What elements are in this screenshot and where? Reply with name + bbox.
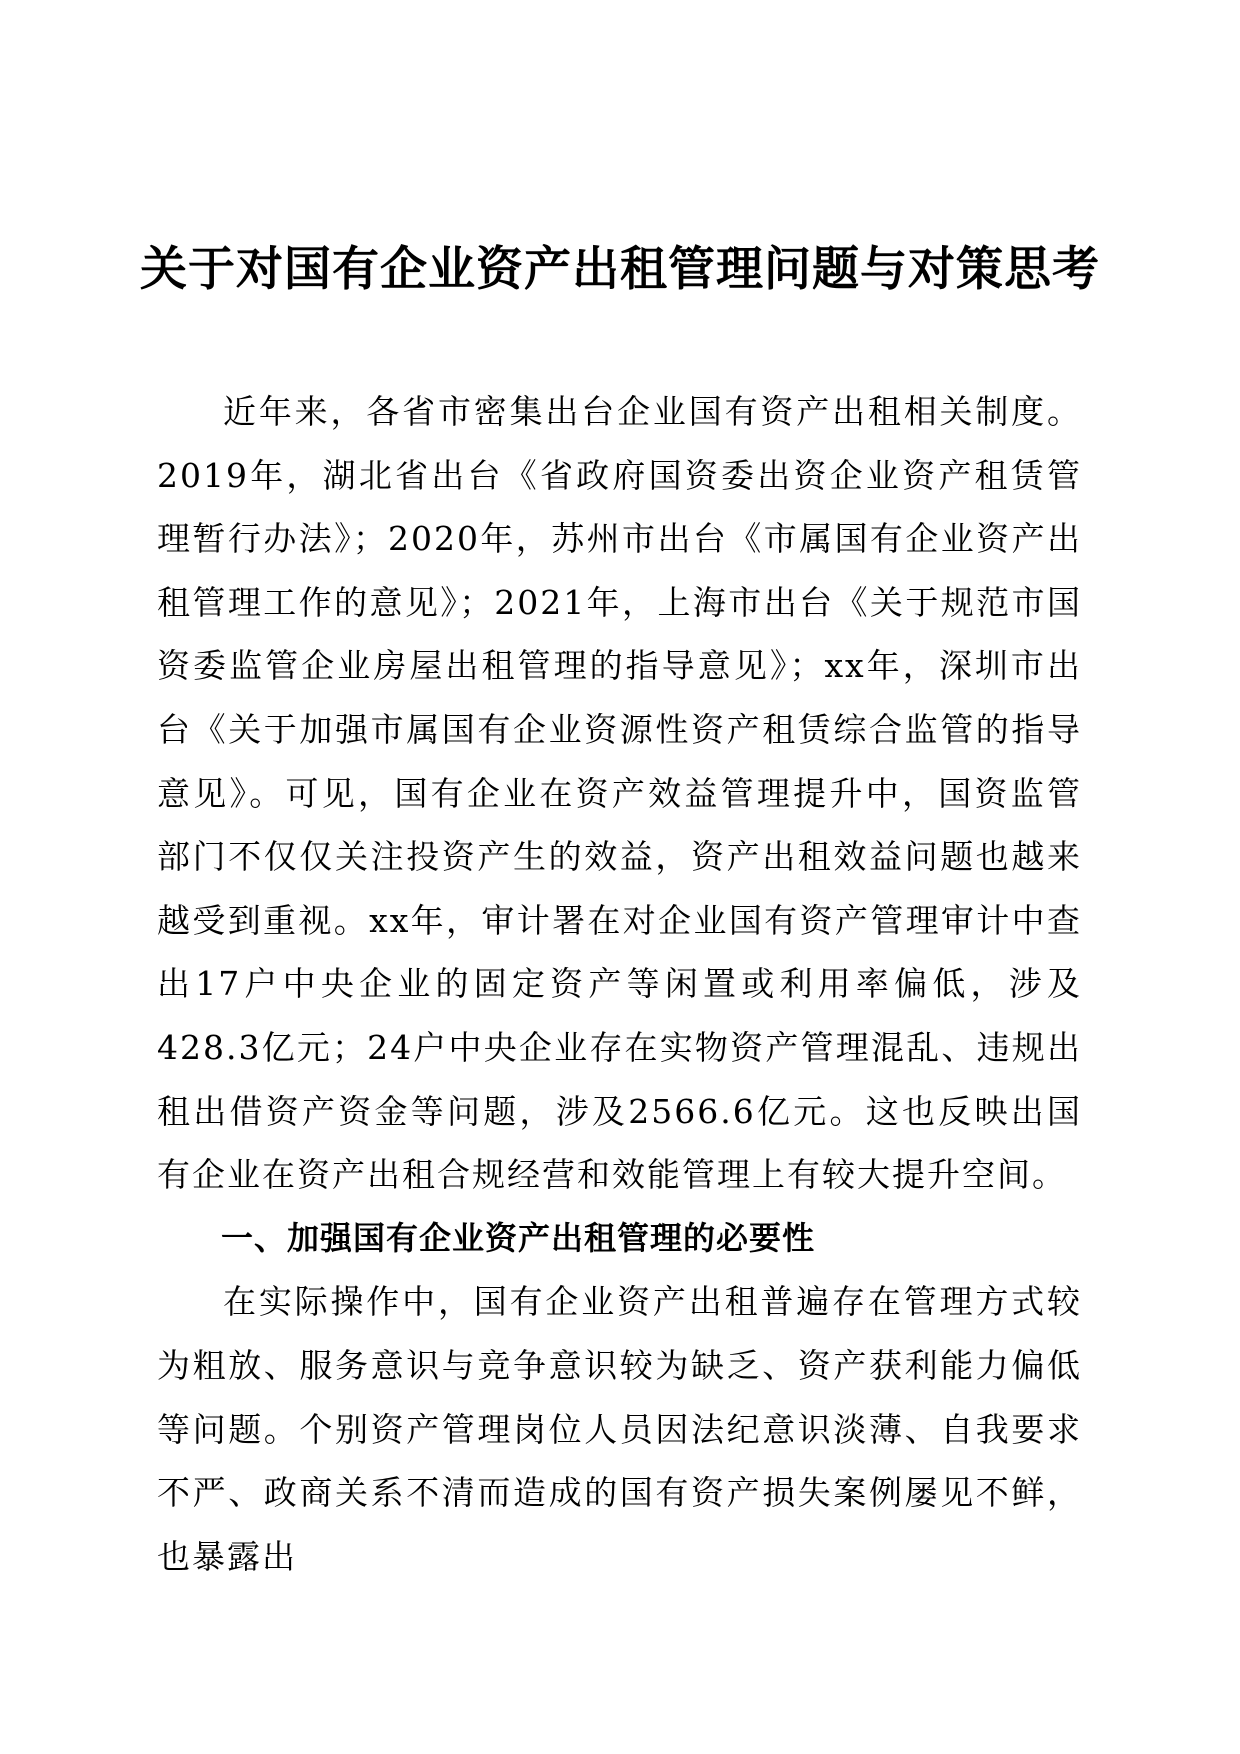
section-paragraph: 在实际操作中，国有企业资产出租普遍存在管理方式较为粗放、服务意识与竞争意识较为缺乏、资产获利能力偏低等问题。个别资产管理岗位人员因法纪意识淡薄、自我要求不严、政商关系不清而造成的国有资产损失案例屡见不鲜，也暴露出 xyxy=(157,1282,1082,1576)
document-title: 关于对国有企业资产出租管理问题与对策思考 xyxy=(140,242,1100,297)
section-heading: 一、加强国有企业资产出租管理的必要性 xyxy=(221,1218,816,1257)
intro-paragraph: 近年来，各省市密集出台企业国有资产出租相关制度。2019年，湖北省出台《省政府国资委出资企业资产租赁管理暂行办法》；2020年，苏州市出台《市属国有企业资产出租管理工作的意见》；2021年，上海市出台《关于规范市国资委监管企业房屋出租管理的指导意见》；xx年，深圳市出台《关于加强市属国有企业资源性资产租赁综合监管的指导意见》。可见，国有企业在资产效益管理提升中，国资监管部门不仅仅关注投资产生的效益，资产出租效益问题也越来越受到重视。xx年，审计署在对企业国有资产管理审计中查出17户中央企业的固定资产等闲置或利用率偏低，涉及428.3亿元；24户中央企业存在实物资产管理混乱、违规出租出借资产资金等问题，涉及2566.6亿元。这也反映出国有企业在资产出租合规经营和效能管理上有较大提升空间。 xyxy=(157,392,1082,1195)
document-body xyxy=(157,380,1082,1588)
